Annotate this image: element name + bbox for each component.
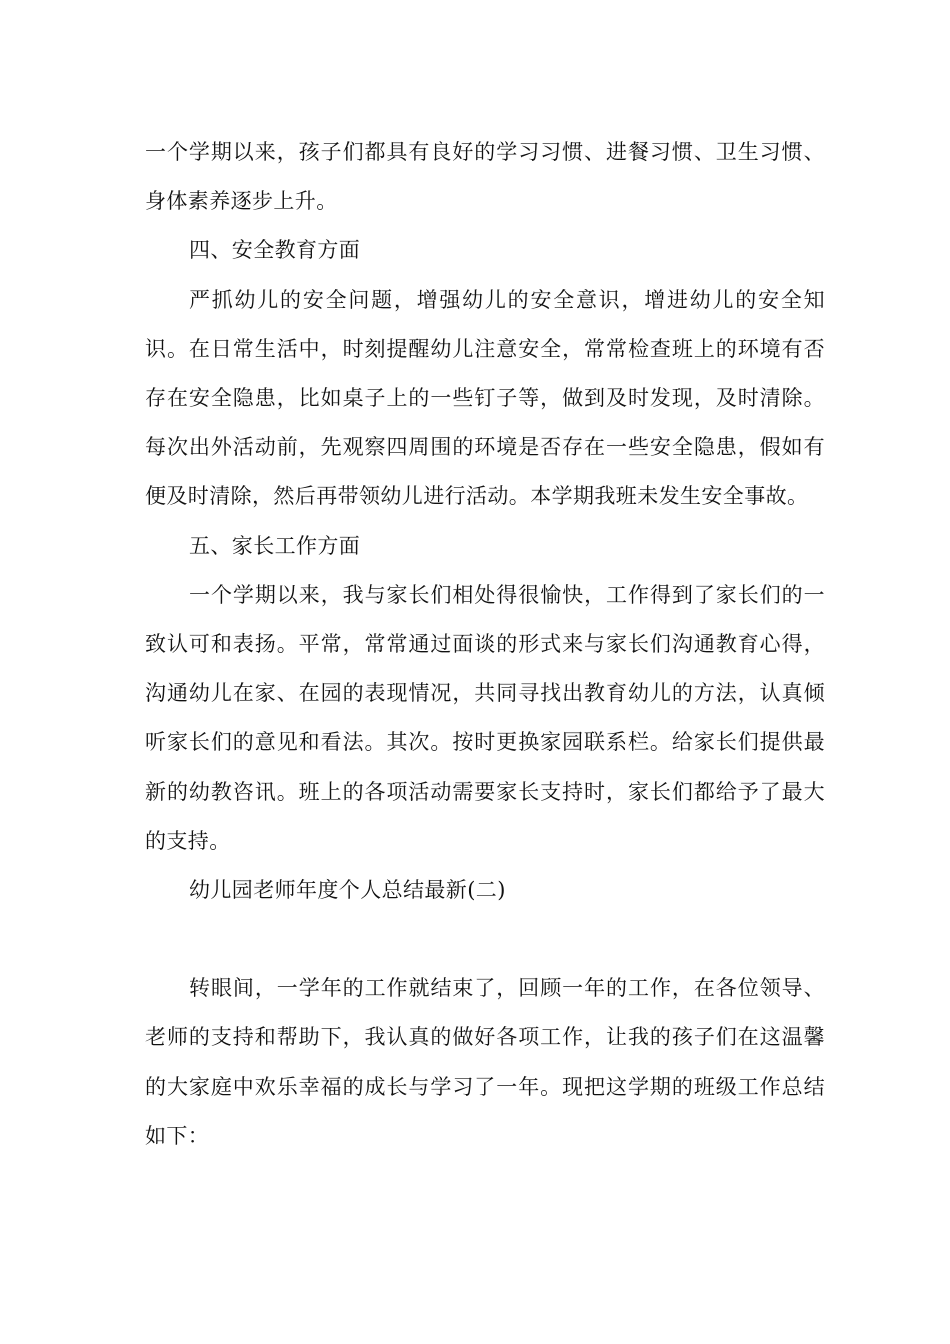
- document-body: [145, 128, 825, 1161]
- paragraph-intro-second-summary: 转眼间，一学年的工作就结束了，回顾一年的工作，在各位领导、老师的支持和帮助下，我认真的做好各项工作，让我的孩子们在这温馨的大家庭中欢乐幸福的成长与学习了一年。现把这学期的班级工作总结如下：: [145, 976, 825, 1148]
- section-heading-parent-work: 五、家长工作方面: [189, 533, 361, 558]
- blank-line: [145, 915, 825, 964]
- paragraph-habits-summary: 一个学期以来，孩子们都具有良好的学习习惯、进餐习惯、卫生习惯、身体素养逐步上升。: [145, 140, 825, 214]
- section-heading-safety-education: 四、安全教育方面: [189, 238, 361, 263]
- paragraph-parent-work: 一个学期以来，我与家长们相处得很愉快，工作得到了家长们的一致认可和表扬。平常，常常通过面谈的形式来与家长们沟通教育心得，沟通幼儿在家、在园的表现情况，共同寻找出教育幼儿的方法，认真倾听家长们的意见和看法。其次。按时更换家园联系栏。给家长们提供最新的幼教咨讯。班上的各项活动需要家长支持时，家长们都给予了最大的支持。: [145, 582, 825, 853]
- document-subtitle: 幼儿园老师年度个人总结最新(二): [189, 878, 506, 903]
- paragraph-safety-education: 严抓幼儿的安全问题，增强幼儿的安全意识，增进幼儿的安全知识。在日常生活中，时刻提醒幼儿注意安全，常常检查班上的环境有否存在安全隐患，比如桌子上的一些钉子等，做到及时发现，及时清除。每次出外活动前，先观察四周围的环境是否存在一些安全隐患，假如有便及时清除，然后再带领幼儿进行活动。本学期我班未发生安全事故。: [145, 287, 825, 509]
